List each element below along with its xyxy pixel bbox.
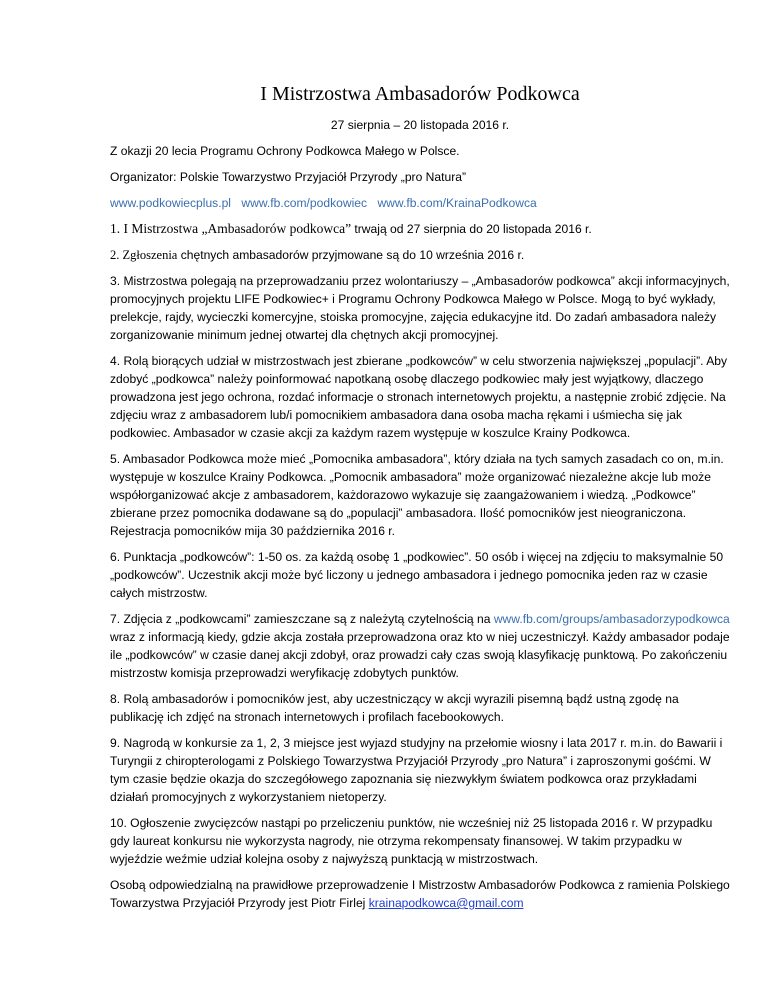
paragraph-3: 3. Mistrzostwa polegają na przeprowadzaniu przez wolontariuszy – „Ambasadorów podkowca” akcji informacyjnych, promocyjnych projektu LIFE Podkowiec+ i Programu Ochrony Podkowca Małego w Polsce. Mogą to być wykłady, prelekcje, rajdy, wycieczki komercyjne, stoiska promocyjne, zajęcia edukacyjne itd. Do zadań ambasadora należy zorganizowanie minimum jednej otwartej dla chętnych akcji promocyjnej. xyxy=(110,274,730,342)
link-fb-kraina-podkowca[interactable]: www.fb.com/KrainaPodkowca xyxy=(377,196,537,210)
paragraph-5: 5. Ambasador Podkowca może mieć „Pomocnika ambasadora”, który działa na tych samych zasadach co on, m.in. występuje w koszulce Krainy Podkowca. „Pomocnik ambasadora” może organizować niezależne akcje lub może współorganizować akcje z ambasadorem, każdorazowo wykazuje się zaangażowaniem i wiedzą. „Podkowce” zbierane przez pomocnika dodawane są do „populacji” ambasadora. Ilość pomocników jest nieograniczona. Rejestracja pomocników mija 30 października 2016 r. xyxy=(110,452,724,538)
link-fb-groups-ambasadorzy[interactable]: www.fb.com/groups/ambasadorzypodkowca xyxy=(493,612,730,626)
link-podkowiecplus[interactable]: www.podkowiecplus.pl xyxy=(110,196,231,210)
links-row xyxy=(110,194,730,212)
paragraph-6: 6. Punktacja „podkowców”: 1-50 os. za każdą osobę 1 „podkowiec”. 50 osób i więcej na zdjęciu to maksymalnie 50 „podkowców”. Uczestnik akcji może być liczony u jednego ambasadora i jednego pomocnika jeden raz w czasie całych mistrzostw. xyxy=(110,550,724,600)
document-page xyxy=(110,82,730,920)
paragraph-1 xyxy=(110,220,730,238)
paragraph-7-after: wraz z informacją kiedy, gdzie akcja została przeprowadzona oraz kto w niej uczestniczył. Każdy ambasador podaje ile „podkowców” w czasie danej akcji zdobył, oraz prowadzi cały czas swoją klasyfikację punktową. Po zakończeniu mistrzostw komisja przeprowadzi weryfikację zdobytych punktów. xyxy=(110,630,730,680)
document-title: I Mistrzostwa Ambasadorów Podkowca xyxy=(260,83,580,105)
paragraph-10: 10. Ogłoszenie zwycięzców nastąpi po przeliczeniu punktów, nie wcześniej niż 25 listopada 2016 r. W przypadku gdy laureat konkursu nie wykorzysta nagrody, nie otrzyma rekompensaty finansowej. W takim przypadku w wyjeździe weźmie udział kolejna osoby z najwyższą punktacją w mistrzostwach. xyxy=(110,816,713,866)
organizer-text: Organizator: Polskie Towarzystwo Przyjaciół Przyrody „pro Natura” xyxy=(110,170,466,184)
paragraph-2-rest: chętnych ambasadorów przyjmowane są do 10 września 2016 r. xyxy=(177,248,525,262)
paragraph-7-before: 7. Zdjęcia z „podkowcami” zamieszczane są z należytą czytelnością na xyxy=(110,612,494,626)
paragraph-7 xyxy=(110,610,730,682)
footer-paragraph xyxy=(110,876,730,912)
paragraph-9: 9. Nagrodą w konkursie za 1, 2, 3 miejsce jest wyjazd studyjny na przełomie wiosny i lata 2017 r. m.in. do Bawarii i Turyngii z chiropterologami z Polskiego Towarzystwa Przyjaciół Przyrody „pro Natura” i zaproszonymi gośćmi. W tym czasie będzie okazja do szczegółowego zapoznania się niezwykłym światem podkowca oraz przykładami działań promocyjnych z wykorzystaniem nietoperzy. xyxy=(110,736,723,804)
contact-email-link[interactable]: krainapodkowca@gmail.com xyxy=(368,896,524,910)
link-fb-podkowiec[interactable]: www.fb.com/podkowiec xyxy=(241,196,368,210)
paragraph-2-lead: 2. Zgłoszenia xyxy=(110,248,178,262)
footer-text: Osobą odpowiedzialną na prawidłowe przeprowadzenie I Mistrzostw Ambasadorów Podkowca z ramienia Polskiego Towarzystwa Przyjaciół Przyrody jest Piotr Firlej xyxy=(110,878,730,910)
paragraph-8: 8. Rolą ambasadorów i pomocników jest, aby uczestniczący w akcji wyrazili pisemną bądź ustną zgodę na publikację ich zdjęć na stronach internetowych i profilach facebookowych. xyxy=(110,692,679,724)
document-dates: 27 sierpnia – 20 listopada 2016 r. xyxy=(330,118,510,132)
paragraph-1-rest: trwają od 27 sierpnia do 20 listopada 2016 r. xyxy=(351,222,592,236)
paragraph-4: 4. Rolą biorących udział w mistrzostwach jest zbierane „podkowców” w celu stworzenia największej „populacji”. Aby zdobyć „podkowca” należy poinformować napotkaną osobę dlaczego podkowiec mały jest wyjątkowy, dlaczego prowadzona jest jego ochrona, rozdać informacje o stronach internetowych projektu, a następnie zrobić zdjęcie. Na zdjęciu wraz z ambasadorem lub/i pomocnikiem ambasadora dana osoba macha rękami i uśmiecha się jak podkowiec. Ambasador w czasie akcji za każdym razem występuje w koszulce Krainy Podkowca. xyxy=(110,354,728,440)
intro-text: Z okazji 20 lecia Programu Ochrony Podkowca Małego w Polsce. xyxy=(110,144,460,158)
paragraph-2 xyxy=(110,246,730,264)
paragraph-1-lead: 1. I Mistrzostwa „Ambasadorów podkowca” xyxy=(110,221,352,236)
